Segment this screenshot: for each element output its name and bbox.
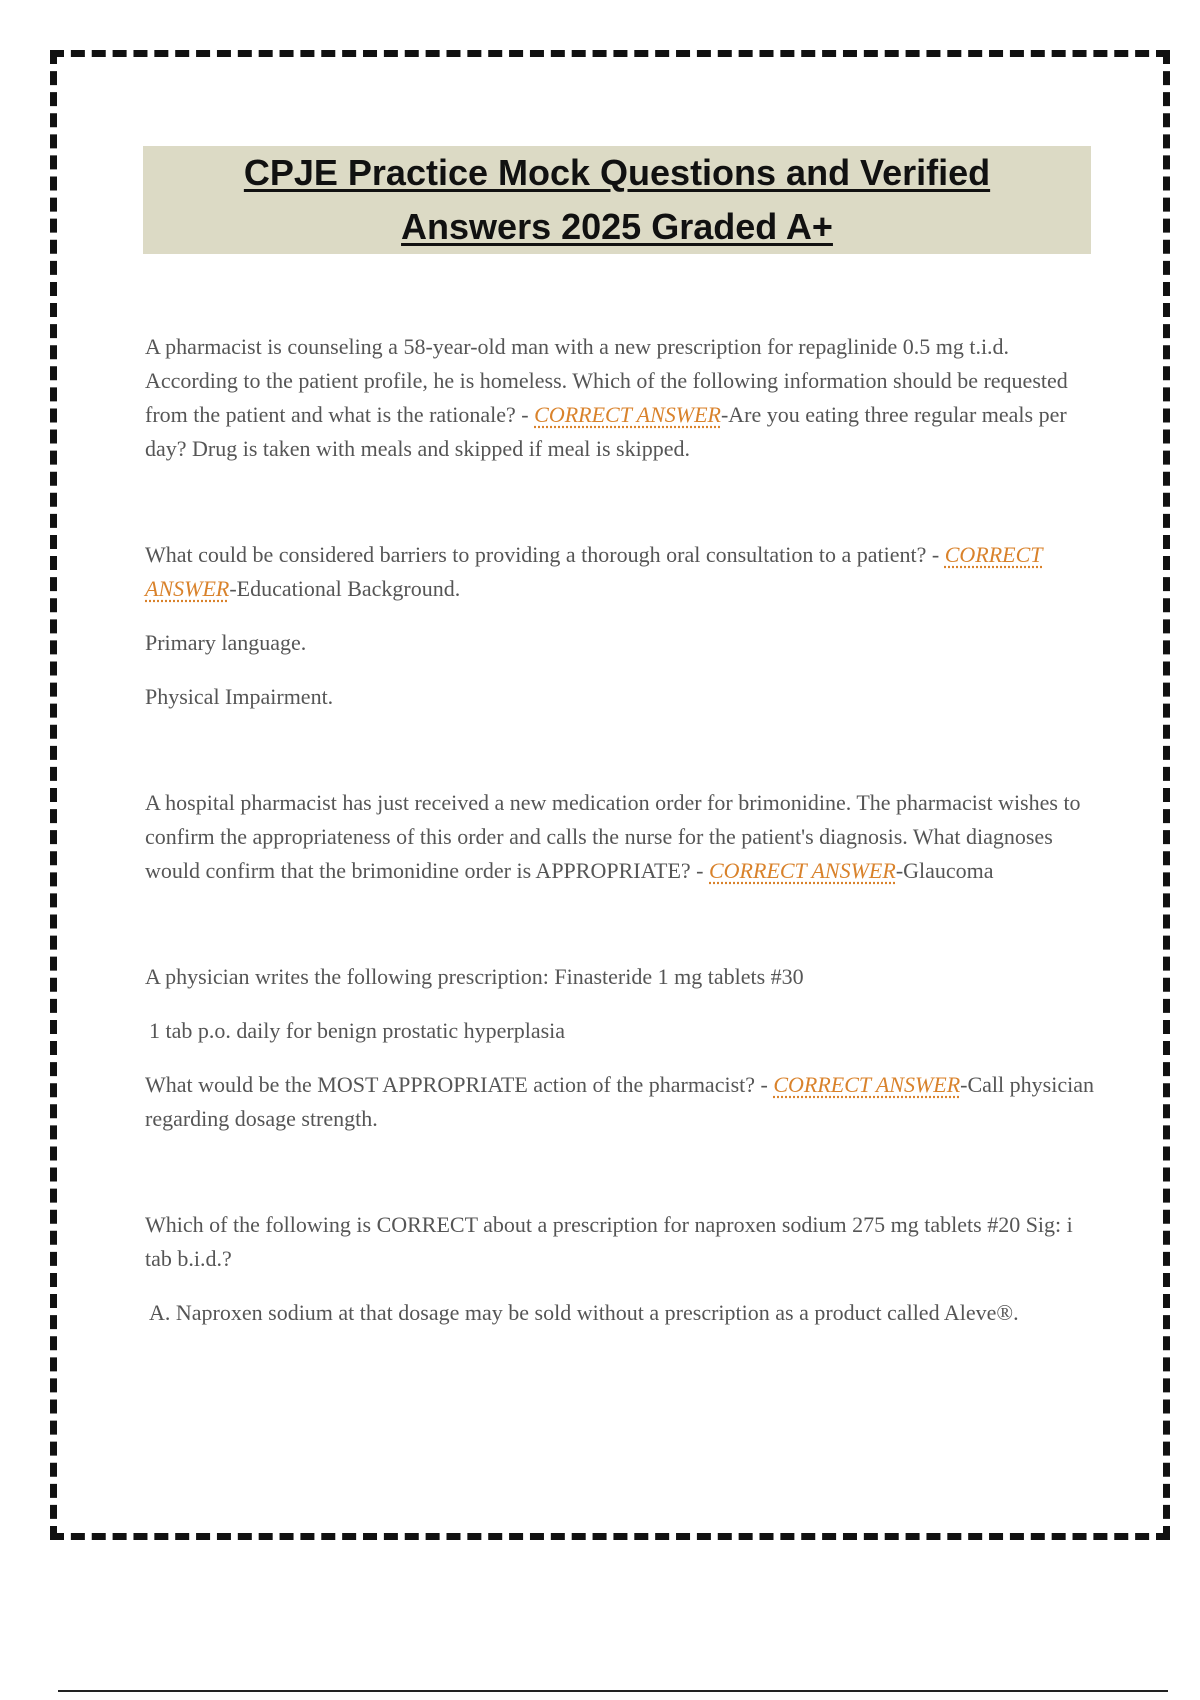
answer-extra-line: Physical Impairment. — [145, 684, 334, 709]
qa-paragraph — [145, 538, 1095, 606]
prescription-line: A physician writes the following prescription: Finasteride 1 mg tablets #30 — [145, 964, 804, 989]
qa-paragraph — [145, 330, 1095, 466]
qa-paragraph — [145, 1068, 1095, 1136]
answer-text: -Educational Background. — [229, 576, 461, 601]
qa-content — [145, 330, 1095, 1330]
correct-answer-label: CORRECT ANSWER — [534, 402, 721, 427]
qa-item-5 — [145, 1208, 1095, 1330]
correct-answer-label: CORRECT ANSWER — [709, 858, 896, 883]
answer-text: -Call physician regarding dosage strength. — [145, 1072, 1094, 1131]
correct-answer-label: CORRECT ANSWER — [145, 542, 1043, 601]
bottom-divider — [58, 1690, 1168, 1692]
question-text: A pharmacist is counseling a 58-year-old man with a new prescription for repaglinide 0.5 mg t.i.d. According to the patient profile, he is homeless. Which of the following information should be requested from the patient and what is the rationale? - — [145, 334, 1068, 427]
answer-option-a: A. Naproxen sodium at that dosage may be sold without a prescription as a product called Aleve®. — [149, 1300, 1019, 1325]
question-text: What could be considered barriers to providing a thorough oral consultation to a patient? - — [145, 542, 945, 567]
document-title — [143, 146, 1091, 254]
title-line-2: Answers 2025 Graded A+ — [401, 206, 833, 247]
qa-item-3 — [145, 786, 1095, 888]
qa-item-2 — [145, 538, 1095, 714]
prescription-sig-line: 1 tab p.o. daily for benign prostatic hyperplasia — [149, 1018, 566, 1043]
qa-item-4 — [145, 960, 1095, 1136]
answer-text: -Glaucoma — [895, 858, 994, 883]
question-text: A hospital pharmacist has just received a new medication order for brimonidine. The pharmacist wishes to confirm the appropriateness of this order and calls the nurse for the patient's diagnosis. What diagnoses would confirm that the brimonidine order is APPROPRIATE? - — [145, 790, 1081, 883]
title-line-1: CPJE Practice Mock Questions and Verified — [243, 152, 991, 193]
qa-paragraph — [145, 786, 1095, 888]
qa-item-1 — [145, 330, 1095, 466]
answer-text: -Are you eating three regular meals per day? Drug is taken with meals and skipped if meal is skipped. — [145, 402, 1067, 461]
correct-answer-label: CORRECT ANSWER — [773, 1072, 961, 1097]
question-text: What would be the MOST APPROPRIATE action of the pharmacist? - — [145, 1072, 774, 1097]
question-text: Which of the following is CORRECT about a prescription for naproxen sodium 275 mg tablets #20 Sig: i tab b.i.d.? — [145, 1212, 1073, 1271]
answer-extra-line: Primary language. — [145, 630, 307, 655]
